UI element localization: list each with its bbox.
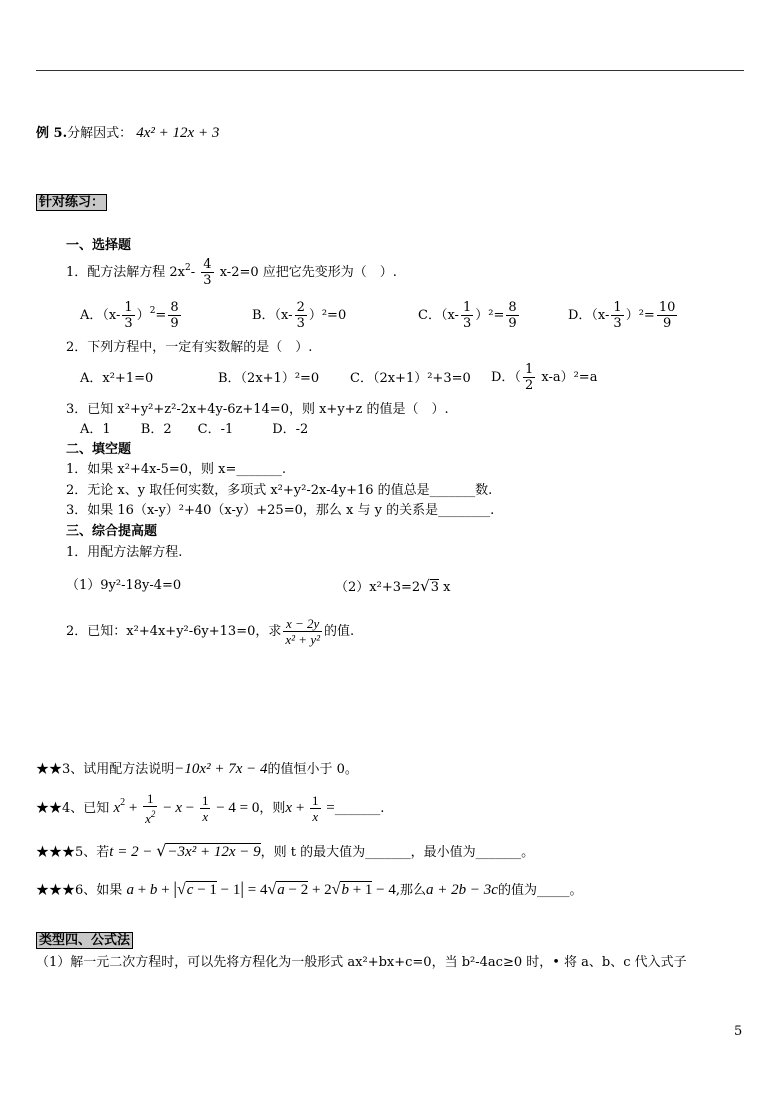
s1-q1: 1．配方法解方程 $2x^2-$ $\frac{4}{3}$ x-2=0 应把它先变形为（ ）. <box>66 257 397 288</box>
optA-rnum: 8 <box>170 300 179 315</box>
s2-q3: 3．如果 16（x-y）²+40（x-y）+25=0，那么 x 与 y 的关系是________. <box>66 503 495 518</box>
optA-den: 3 <box>124 316 133 331</box>
s1-q2-optA: A．x²+1=0 <box>80 371 154 386</box>
q1b-pre: （2）x²+3=2 <box>335 580 421 595</box>
section1-heading: 一、选择题 <box>66 238 132 253</box>
star-q4-pre: 4、已知 <box>62 800 110 816</box>
star-q6-pre: 6、如果 <box>75 883 123 898</box>
s1-q2-optC: C．（2x+1）²+3=0 <box>350 371 471 386</box>
star-q6-post: ,那么 <box>395 883 427 898</box>
s3-q1a: （1）9y²-18y-4=0 <box>66 578 182 593</box>
example-text: 分解因式： <box>67 126 133 141</box>
optA-eq: = <box>155 308 167 323</box>
optC-num: 1 <box>462 300 472 315</box>
optA-rden: 9 <box>170 316 179 331</box>
s1-q2-optD <box>491 362 597 393</box>
q1b-rad: 3 <box>430 580 439 595</box>
s1-q1-optA: A．（x- $\frac{1}{3}$ ）$^2$= $\frac{8}{9}$ <box>80 300 179 331</box>
q2-frac <box>283 616 322 647</box>
q2-optD-pre: D．（ <box>491 370 521 385</box>
star-q5-rad: −3x² + 12x − 9 <box>167 844 261 860</box>
optB-post: ）²=0 <box>308 308 347 323</box>
optD-pre: D．（x- <box>568 308 610 323</box>
star-q5-stars: ★★★ <box>36 845 76 860</box>
optB-den: 3 <box>296 316 305 331</box>
q2-optD-den: 2 <box>524 378 534 393</box>
s1-q2-optB: B．（2x+1）²=0 <box>218 371 320 386</box>
optD-rden: 9 <box>662 316 672 331</box>
example-label: 例 5. <box>36 126 68 141</box>
header-rule <box>36 70 744 71</box>
optC-pre: C．（x- <box>418 308 459 323</box>
type4-p1: （1）解一元二次方程时，可以先将方程化为一般形式 ax²+bx+c=0，当 b²-4ac≥0 时，• 将 a、b、c 代入式子 <box>36 955 687 970</box>
optA-pre: A．（x- <box>80 308 121 323</box>
s3-q2 <box>66 616 354 647</box>
star-q4-post: ，则 <box>259 800 286 816</box>
section2-heading: 二、填空题 <box>66 442 132 457</box>
star-q3-stars: ★★ <box>36 762 63 777</box>
optC-den: 3 <box>462 316 472 331</box>
star-q3-post: 的值恒小于 0。 <box>267 762 358 777</box>
optA-mid: ） <box>136 308 150 323</box>
optC-rnum: 8 <box>508 300 517 315</box>
s2-q2: 2．无论 x、y 取任何实数，多项式 x²+y²-2x-4y+16 的值总是_______数. <box>66 483 493 498</box>
q2-pre: 2．已知：x²+4x+y²-6y+13=0，求 <box>66 624 282 639</box>
q2-optD-post: x-a）²=a <box>537 370 598 385</box>
optD-num: 1 <box>613 300 622 315</box>
star-q6-tail: 的值为_____。 <box>497 883 583 898</box>
s1-q1-optB <box>252 300 346 331</box>
star-q3-pre: 3、试用配方法说明 <box>62 762 175 777</box>
star-q4-blank: _______. <box>334 800 385 816</box>
s1-q2: 2．下列方程中，一定有实数解的是（ ）. <box>66 340 313 355</box>
q1-frac <box>201 257 213 288</box>
q2-frac-den: x² + y² <box>285 632 320 647</box>
s1-q3-opts: A．1 B．2 C．-1 D．-2 <box>80 422 309 437</box>
q2-post: 的值. <box>323 624 355 639</box>
s3-q1b: （2）x²+3=2√3 x <box>335 577 451 595</box>
star-q5-pre: 5、若 <box>75 845 110 860</box>
type4-heading <box>36 933 133 949</box>
page-number: 5 <box>734 1024 743 1039</box>
optC-rden: 9 <box>508 316 517 331</box>
optB-pre: B．（x- <box>252 308 293 323</box>
star-q5-expr: t = 2 − <box>109 844 157 860</box>
optD-den: 3 <box>613 316 622 331</box>
star-q4-expr: $x^2$ + $\frac{1}{x^2}$ − x − $\frac{1}{x}$ − 4 = 0 <box>113 791 260 826</box>
q1-frac-den: 3 <box>203 273 212 288</box>
s1-q1-optD <box>568 300 679 331</box>
s3-q1: 1．用配方法解方程. <box>66 545 183 560</box>
section3-heading: 三、综合提高题 <box>66 524 158 539</box>
q2-optD-num: 1 <box>524 362 534 377</box>
optA-num: 1 <box>124 300 133 315</box>
q1-mid: - <box>190 265 200 280</box>
star-q6 <box>36 880 582 899</box>
star-q6-expr2: a + 2b − 3c <box>426 882 498 898</box>
q1-post: x-2=0 应把它先变形为（ ）. <box>215 265 397 280</box>
star-q5: ★★★5、若t = 2 − √−3x² + 12x − 9，则 t 的最大值为_______，最小值为_______。 <box>36 841 535 860</box>
star-q5-post: ，则 t 的最大值为_______，最小值为_______。 <box>260 845 535 860</box>
q2-frac-num: x − 2y <box>283 616 322 632</box>
practice-heading <box>36 195 107 211</box>
star-q6-stars: ★★★ <box>36 883 76 898</box>
q1-frac-num: 4 <box>203 257 212 272</box>
optC-mid: ）²= <box>475 308 505 323</box>
example-5 <box>36 125 219 142</box>
practice-heading-text: 针对练习： <box>36 194 107 211</box>
q1b-post: x <box>439 580 451 595</box>
star-q6-expr: a + b + |√c − 1 − 1| = 4√a − 2 + 2√b + 1 − 4 <box>126 878 396 898</box>
star-q4-stars: ★★ <box>36 800 63 816</box>
s1-q1-optC <box>418 300 521 331</box>
optD-rnum: 10 <box>658 300 676 315</box>
type4-heading-text: 类型四、公式法 <box>36 932 133 949</box>
q1-pre: 1．配方法解方程 2x <box>66 265 186 280</box>
star-q4 <box>36 791 384 826</box>
star-q3 <box>36 761 358 778</box>
s2-q1: 1．如果 x²+4x-5=0，则 x=_______. <box>66 462 287 477</box>
example-expr: 4x² + 12x + 3 <box>136 125 220 141</box>
star-q4-expr2: x + $\frac{1}{x}$ = <box>285 793 335 824</box>
optD-mid: ）²= <box>625 308 655 323</box>
s1-q3: 3．已知 x²+y²+z²-2x+4y-6z+14=0，则 x+y+z 的值是（ ）. <box>66 402 449 417</box>
star-q3-expr: −10x² + 7x − 4 <box>174 761 268 777</box>
optB-num: 2 <box>296 300 305 315</box>
